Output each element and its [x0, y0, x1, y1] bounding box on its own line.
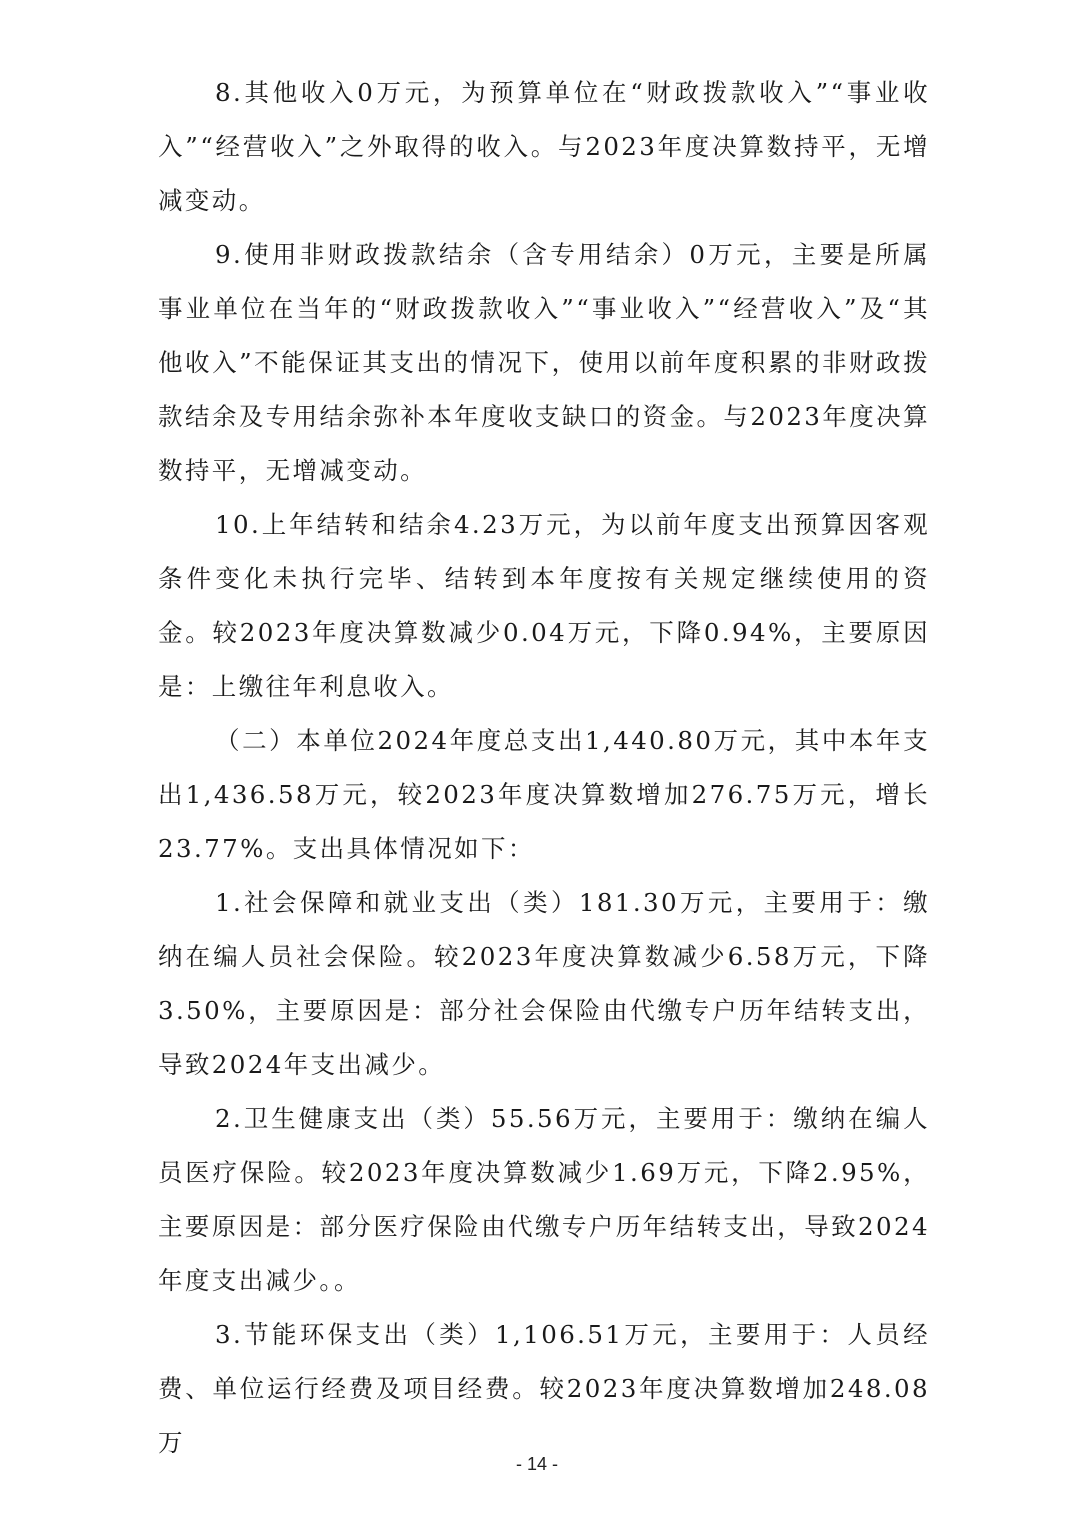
document-body [158, 66, 930, 1470]
paragraph-other-income: 8.其他收入0万元，为预算单位在“财政拨款收入”“事业收入”“经营收入”之外取得的收入。与2023年度决算数持平，无增减变动。 [158, 78, 930, 215]
page-number: - 14 - [515, 1454, 558, 1474]
paragraph-health-expenditure: 2.卫生健康支出（类）55.56万元，主要用于：缴纳在编人员医疗保险。较2023年度决算数减少1.69万元，下降2.95%，主要原因是：部分医疗保险由代缴专户历年结转支出，导致2024年度支出减少。。 [158, 1104, 930, 1295]
paragraph-carryover-balance: 10.上年结转和结余4.23万元，为以前年度支出预算因客观条件变化未执行完毕、结转到本年度按有关规定继续使用的资金。较2023年度决算数减少0.04万元，下降0.94%，主要原因是：上缴往年利息收入。 [158, 510, 930, 701]
paragraph-social-security-expenditure: 1.社会保障和就业支出（类）181.30万元，主要用于：缴纳在编人员社会保险。较2023年度决算数减少6.58万元，下降3.50%，主要原因是：部分社会保险由代缴专户历年结转支出，导致2024年支出减少。 [158, 888, 930, 1079]
paragraph-non-fiscal-balance: 9.使用非财政拨款结余（含专用结余）0万元，主要是所属事业单位在当年的“财政拨款收入”“事业收入”“经营收入”及“其他收入”不能保证其支出的情况下，使用以前年度积累的非财政拨款结余及专用结余弥补本年度收支缺口的资金。与2023年度决算数持平，无增减变动。 [158, 240, 930, 485]
paragraph-total-expenditure: （二）本单位2024年度总支出1,440.80万元，其中本年支出1,436.58万元，较2023年度决算数增加276.75万元，增长23.77%。支出具体情况如下： [158, 726, 930, 863]
paragraph-environmental-expenditure: 3.节能环保支出（类）1,106.51万元，主要用于：人员经费、单位运行经费及项目经费。较2023年度决算数增加248.08万 [158, 1320, 930, 1457]
